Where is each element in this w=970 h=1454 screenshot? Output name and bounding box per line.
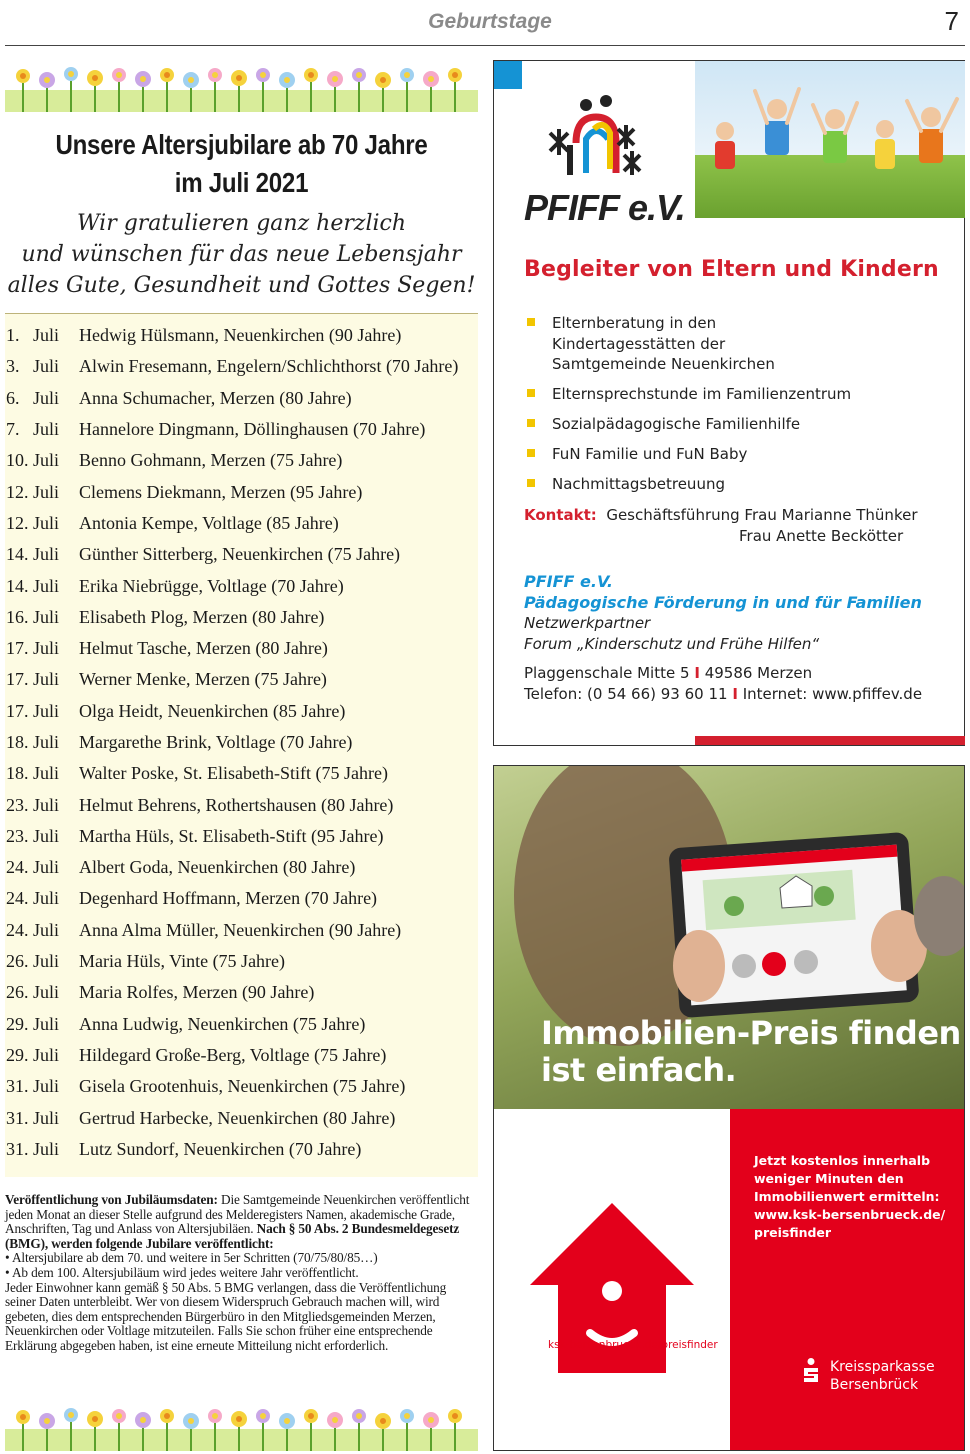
- children-jumping-photo: [695, 61, 965, 218]
- service-item: Sozialpädagogische Familienhilfe: [524, 414, 851, 435]
- list-item: [5, 1009, 478, 1040]
- red-accent-bar: [695, 736, 965, 745]
- list-item: [5, 977, 478, 1008]
- entry-name: Margarethe Brink, Voltlage (70 Jahre): [79, 732, 353, 752]
- entry-name: Clemens Diekmann, Merzen (95 Jahre): [79, 481, 363, 502]
- corner-accent: [494, 61, 522, 89]
- entry-day: 12.: [6, 481, 29, 502]
- entry-name: Degenhard Hoffmann, Merzen (70 Jahre): [79, 888, 378, 909]
- jubilare-title: Unsere Altersjubilare ab 70 Jahre im Juli 2021: [55, 129, 428, 198]
- list-item: [5, 539, 478, 570]
- service-item: Nachmittagsbetreuung: [524, 474, 851, 495]
- entry-day: 6.: [6, 387, 20, 408]
- list-item: [5, 351, 478, 382]
- list-item: [5, 476, 478, 507]
- sparkasse-headline: Immobilien-Preis finden ist einfach.: [541, 1014, 961, 1089]
- list-item: [5, 414, 478, 445]
- entry-day: 16.: [6, 606, 29, 627]
- entry-month: Juli: [33, 1107, 60, 1128]
- list-item: [5, 946, 478, 977]
- pfiff-contact: Kontakt: Geschäftsführung Frau Marianne Thünker Frau Anette Beckötter: [524, 506, 918, 545]
- entry-month: Juli: [33, 419, 60, 440]
- entry-name: Gertrud Harbecke, Neuenkirchen (80 Jahre): [79, 1107, 396, 1128]
- entry-name: Anna Alma Müller, Neuenkirchen (90 Jahre): [79, 919, 402, 940]
- jubilare-column: [5, 60, 478, 1354]
- entry-name: Gisela Grootenhuis, Neuenkirchen (75 Jahre): [79, 1076, 406, 1097]
- entry-day: 24.: [6, 919, 29, 940]
- list-item: [5, 1102, 478, 1133]
- flower-border-top: [5, 60, 478, 112]
- entry-day: 1.: [6, 325, 20, 346]
- page-number: 7: [944, 6, 959, 36]
- entry-month: Juli: [33, 450, 60, 471]
- entry-month: Juli: [33, 1138, 60, 1159]
- entry-month: Juli: [33, 732, 60, 752]
- service-item: Elternsprechstunde im Familienzentrum: [524, 384, 851, 405]
- pfiff-advertisement: [493, 60, 965, 746]
- list-item: [5, 727, 478, 758]
- entry-month: Juli: [33, 606, 60, 627]
- pfiff-address: Plaggenschale Mitte 5 I 49586 Merzen: [524, 664, 813, 682]
- entry-name: Helmut Tasche, Merzen (80 Jahre): [79, 638, 328, 659]
- house-smile-icon: [494, 1193, 730, 1393]
- entry-month: Juli: [33, 1044, 60, 1065]
- entry-name: Olga Heidt, Neuenkirchen (85 Jahre): [79, 700, 346, 721]
- entry-day: 29.: [6, 1013, 29, 1034]
- entry-month: Juli: [33, 544, 60, 565]
- entry-day: 3.: [6, 356, 20, 377]
- entry-name: Antonia Kempe, Voltlage (85 Jahre): [79, 512, 339, 533]
- entry-month: Juli: [33, 325, 60, 346]
- entry-day: 17.: [6, 700, 29, 721]
- pfiff-services-list: [524, 313, 851, 504]
- entry-day: 14.: [6, 575, 29, 596]
- list-item: [5, 383, 478, 414]
- pfiff-phone-web: Telefon: (0 54 66) 93 60 11 I Internet: www.pfiffev.de: [524, 685, 923, 703]
- entry-month: Juli: [33, 888, 60, 909]
- service-item: Elternberatung in den Kindertagesstätten der Samtgemeinde Neuenkirchen: [524, 313, 824, 375]
- entry-day: 12.: [6, 512, 29, 533]
- entry-month: Juli: [33, 919, 60, 940]
- entry-name: Martha Hüls, St. Elisabeth-Stift (95 Jahre): [79, 825, 384, 846]
- list-item: [5, 570, 478, 601]
- entry-month: Juli: [33, 700, 60, 721]
- entry-name: Walter Poske, St. Elisabeth-Stift (75 Jahre): [79, 763, 388, 784]
- entry-month: Juli: [33, 481, 60, 502]
- entry-month: Juli: [33, 356, 60, 377]
- list-item: [5, 1134, 478, 1165]
- entry-month: Juli: [33, 512, 60, 533]
- entry-month: Juli: [33, 794, 60, 815]
- entry-name: Maria Hüls, Vinte (75 Jahre): [79, 951, 286, 972]
- entry-name: Albert Goda, Neuenkirchen (80 Jahre): [79, 857, 356, 878]
- entry-month: Juli: [33, 857, 60, 878]
- entry-name: Lutz Sundorf, Neuenkirchen (70 Jahre): [79, 1138, 362, 1159]
- entry-name: Hannelore Dingmann, Döllinghausen (70 Jahre): [79, 419, 426, 440]
- entry-day: 18.: [6, 763, 29, 784]
- entry-name: Helmut Behrens, Rothertshausen (80 Jahre): [79, 794, 394, 815]
- entry-month: Juli: [33, 638, 60, 659]
- entry-day: 17.: [6, 669, 29, 690]
- list-item: [5, 664, 478, 695]
- entry-name: Erika Niebrügge, Voltlage (70 Jahre): [79, 575, 344, 596]
- sparkasse-white-panel: [494, 1109, 730, 1451]
- sparkasse-cta: Jetzt kostenlos innerhalb weniger Minuten den Immobilienwert ermitteln: www.ksk-bersenbrueck.de/ preisfinder: [754, 1153, 946, 1240]
- list-item: [5, 883, 478, 914]
- list-item: [5, 758, 478, 789]
- entry-name: Anna Ludwig, Neuenkirchen (75 Jahre): [79, 1013, 366, 1034]
- entry-name: Werner Menke, Merzen (75 Jahre): [79, 669, 327, 690]
- list-item: [5, 320, 478, 351]
- entry-name: Günther Sitterberg, Neuenkirchen (75 Jahre): [79, 544, 401, 565]
- sparkasse-red-panel: [730, 1109, 965, 1451]
- pfiff-subtitle: Begleiter von Eltern und Kindern: [524, 257, 939, 282]
- entry-day: 24.: [6, 888, 29, 909]
- entry-month: Juli: [33, 763, 60, 784]
- entry-name: Alwin Fresemann, Engelern/Schlichthorst (70 Jahre): [79, 356, 459, 377]
- entry-day: 18.: [6, 732, 29, 752]
- page-header: [5, 0, 965, 46]
- entry-day: 26.: [6, 951, 29, 972]
- entry-day: 29.: [6, 1044, 29, 1065]
- sparkasse-logo-icon: [802, 1358, 820, 1382]
- list-item: [5, 508, 478, 539]
- entry-day: 23.: [6, 794, 29, 815]
- list-item: [5, 1071, 478, 1102]
- entry-month: Juli: [33, 1013, 60, 1034]
- entry-month: Juli: [33, 669, 60, 690]
- list-item: [5, 1040, 478, 1071]
- entry-day: 7.: [6, 419, 20, 440]
- list-item: [5, 821, 478, 852]
- jubilare-list: [5, 314, 478, 1177]
- list-item: [5, 633, 478, 664]
- list-item: [5, 915, 478, 946]
- entry-month: Juli: [33, 387, 60, 408]
- entry-month: Juli: [33, 575, 60, 596]
- entry-day: 23.: [6, 825, 29, 846]
- entry-name: Benno Gohmann, Merzen (75 Jahre): [79, 450, 343, 471]
- entry-day: 10.: [6, 450, 29, 471]
- list-item: [5, 602, 478, 633]
- entry-name: Elisabeth Plog, Merzen (80 Jahre): [79, 606, 325, 627]
- service-item: FuN Familie und FuN Baby: [524, 444, 851, 465]
- entry-name: Anna Schumacher, Merzen (80 Jahre): [79, 387, 352, 408]
- list-item: [5, 852, 478, 883]
- section-title: Geburtstage: [428, 10, 552, 33]
- entry-name: Hildegard Große-Berg, Voltlage (75 Jahre): [79, 1044, 387, 1065]
- entry-name: Maria Rolfes, Merzen (90 Jahre): [79, 982, 315, 1003]
- entry-month: Juli: [33, 951, 60, 972]
- sparkasse-brand: Kreissparkasse Bersenbrück: [830, 1359, 935, 1393]
- sparkasse-url[interactable]: ksk-bersenbrueck.de/preisfinder: [548, 1339, 718, 1351]
- publication-notice: Veröffentlichung von Jubiläumsdaten: Die Samtgemeinde Neuenkirchen veröffentlicht jeden Monat an dieser Stelle aufgrund des Melderegisters Namen, akademische Grade, Anschriften, Tag und Anlass von Altersjubiläen. Nach § 50 Abs. 2 Bundesmeldegesetz (BMG), werden folgende Jubilare veröffentlicht: • Altersjubilare ab dem 70. und weitere in 5er Schritten (70/75/80/85…) • Ab dem 100. Altersjubiläum wird jedes weitere Jahr veröffentlicht. Jeder Einwohner kann gemäß § 50 Abs. 5 BMG verlangen, dass die Veröffentlichung seiner Daten unterbleibt. Wer von diesem Widerspruch Gebrauch machen will, wird gebeten, dies dem entsprechenden Bürgerbüro in den Mitgliedsgemeinden Merzen, Neuenkirchen oder Voltlage mitzuteilen. Falls Sie schon früher eine entsprechende Erklärung abgegeben haben, ist eine erneute Mitteilung nicht erforderlich.: [5, 1192, 470, 1353]
- entry-month: Juli: [33, 982, 60, 1003]
- entry-day: 17.: [6, 638, 29, 659]
- entry-day: 14.: [6, 544, 29, 565]
- pfiff-logo-text: PFIFF e.V.: [524, 187, 685, 228]
- pfiff-organization-info: PFIFF e.V. Pädagogische Förderung in und für Familien Netzwerkpartner Forum „Kinderschutz und Frühe Hilfen“ Plaggenschale Mitte 5 I 49586 Merzen Telefon: (0 54 66) 93 60 11 I Internet: www.pfiffev.de: [524, 572, 923, 703]
- entry-day: 31.: [6, 1076, 29, 1097]
- entry-month: Juli: [33, 825, 60, 846]
- entry-month: Juli: [33, 1076, 60, 1097]
- list-item: [5, 445, 478, 476]
- flower-border-bottom: [5, 1397, 478, 1451]
- entry-day: 31.: [6, 1138, 29, 1159]
- list-item: [5, 696, 478, 727]
- entry-name: Hedwig Hülsmann, Neuenkirchen (90 Jahre): [79, 325, 402, 346]
- list-item: [5, 789, 478, 820]
- greeting-text: Wir gratulieren ganz herzlich und wünschen für das neue Lebensjahr alles Gute, Gesundheit und Gottes Segen!: [7, 211, 476, 298]
- entry-day: 26.: [6, 982, 29, 1003]
- sparkasse-advertisement: [493, 765, 965, 1451]
- entry-day: 31.: [6, 1107, 29, 1128]
- entry-day: 24.: [6, 857, 29, 878]
